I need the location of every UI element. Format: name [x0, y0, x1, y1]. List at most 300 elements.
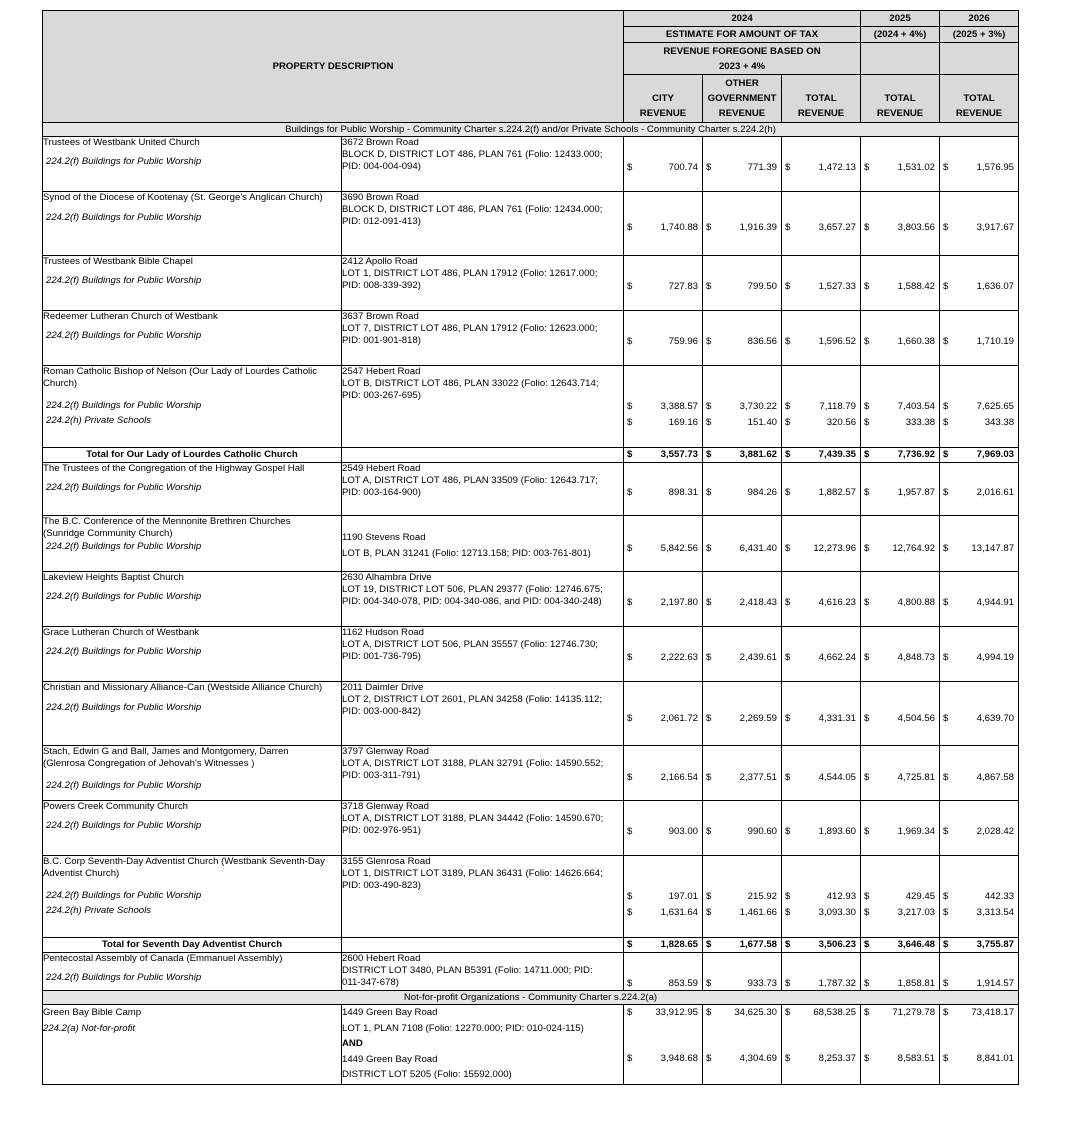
currency-sign: $ [706, 978, 712, 989]
currency-sign: $ [864, 336, 870, 347]
property-row [43, 192, 1019, 256]
address-line: LOT A, DISTRICT LOT 3188, PLAN 32791 (Folio: 14590.552; [342, 758, 604, 769]
total-h1: TOTAL [805, 92, 837, 104]
property-description-header: PROPERTY DESCRIPTION [43, 11, 624, 123]
total-amount-cell [703, 938, 782, 953]
property-row [43, 746, 1019, 801]
amount-value: 1,596.52 [818, 336, 857, 347]
category-label: 224.2(f) Buildings for Public Worship [46, 212, 202, 223]
amount-value: 771.39 [747, 162, 777, 173]
amount [940, 596, 1018, 609]
amount [861, 221, 939, 234]
currency-sign: $ [627, 222, 633, 233]
address-cell [342, 856, 624, 938]
address-line: DISTRICT LOT 5205 (Folio: 15592.000) [342, 1069, 512, 1080]
address-line: PID: 001-736-795) [342, 651, 421, 662]
amount-value: 759.96 [668, 336, 698, 347]
amount-value: 903.00 [668, 826, 698, 837]
amount-value: 442.33 [984, 891, 1015, 902]
owner-name: (Sunridge Community Church) [43, 528, 173, 539]
address-line: 2011 Daimler Drive [342, 682, 424, 693]
amount-value: 4,994.19 [976, 652, 1015, 663]
city-h1: CITY [652, 92, 674, 104]
total-label: Total for Our Lady of Lourdes Catholic Church [43, 448, 342, 463]
amount-value: 68,538.25 [813, 1007, 857, 1018]
category-label: 224.2(f) Buildings for Public Worship [46, 541, 202, 552]
amount-value: 1,914.57 [976, 978, 1015, 989]
currency-sign: $ [785, 449, 791, 460]
address-line: 3155 Glenrosa Road [342, 856, 431, 867]
amount-value: 3,313.54 [976, 907, 1015, 918]
amount [940, 400, 1018, 413]
amount-value: 990.60 [747, 826, 777, 837]
amount-value: 8,583.51 [897, 1053, 936, 1064]
amount [782, 1052, 860, 1065]
owner-name: Church) [43, 378, 78, 389]
property-row-green-bay [43, 1005, 1019, 1085]
amount [703, 542, 781, 555]
currency-sign: $ [706, 401, 712, 412]
amount [782, 977, 860, 990]
amount [703, 221, 781, 234]
address-line: BLOCK D, DISTRICT LOT 486, PLAN 761 (Folio: 12433.000; [342, 149, 603, 160]
currency-sign: $ [706, 772, 712, 783]
owner-cell [43, 682, 342, 746]
amount-cell [703, 463, 782, 516]
address-cell [342, 256, 624, 311]
amount-value: 1,969.34 [897, 826, 936, 837]
total-2026-header [940, 75, 1019, 123]
amount [940, 825, 1018, 838]
amount-cell [940, 572, 1019, 627]
currency-sign: $ [627, 907, 633, 918]
category-label: 224.2(h) Private Schools [46, 415, 152, 426]
other-h1: OTHER [725, 78, 759, 89]
currency-sign: $ [627, 417, 633, 428]
blank-2025 [861, 43, 940, 75]
amount [861, 335, 939, 348]
amount [703, 416, 781, 429]
amount [940, 1052, 1018, 1065]
amount-value: 1,882.57 [818, 487, 857, 498]
address-line: PID: 003-267-695) [342, 390, 421, 401]
total-row [43, 938, 1019, 953]
amount-value: 6,431.40 [739, 543, 777, 554]
address-line: 2412 Apollo Road [342, 256, 418, 267]
amount-cell [782, 192, 861, 256]
currency-sign: $ [627, 826, 633, 837]
currency-sign: $ [864, 826, 870, 837]
amount [782, 486, 860, 499]
property-row [43, 801, 1019, 856]
amount [861, 1052, 939, 1065]
amount [703, 1052, 781, 1065]
amount [940, 651, 1018, 664]
currency-sign: $ [864, 939, 870, 950]
address-line: 1162 Hudson Road [342, 627, 424, 638]
currency-sign: $ [627, 1007, 633, 1018]
currency-sign: $ [706, 1007, 712, 1018]
amount-value: 412.93 [826, 891, 857, 902]
amount-value: 343.38 [984, 417, 1015, 428]
amount-value: 4,331.31 [818, 713, 857, 724]
amount [624, 1006, 702, 1019]
total-amount [624, 448, 702, 461]
address-line: 2630 Alhambra Drive [342, 572, 432, 583]
amount [624, 221, 702, 234]
address-line: LOT B, PLAN 31241 (Folio: 12713.158; PID: 003-761-801) [342, 548, 591, 559]
address-line: 2600 Hebert Road [342, 953, 421, 964]
address-line: 1449 Green Bay Road [342, 1007, 438, 1018]
amount-cell [624, 311, 703, 366]
address-line: PID: 003-311-791) [342, 770, 421, 781]
amount-cell [861, 627, 940, 682]
amount [703, 486, 781, 499]
section-title: Buildings for Public Worship - Community Charter s.224.2(f) and/or Private Schools - Community Charter s.224.2(h) [43, 123, 1019, 137]
amount-cell [703, 746, 782, 801]
owner-cell [43, 311, 342, 366]
amount-cell [624, 627, 703, 682]
currency-sign: $ [864, 597, 870, 608]
address-line: PID: 003-490-823) [342, 880, 421, 891]
amount [940, 542, 1018, 555]
amount-cell [703, 137, 782, 192]
amount [624, 161, 702, 174]
address-line: LOT 2, DISTRICT LOT 2601, PLAN 34258 (Folio: 14135.112; [342, 694, 603, 705]
amount-cell [703, 1005, 782, 1085]
total-amount [782, 938, 860, 951]
amount-value: 2,222.63 [660, 652, 698, 663]
total-amount [624, 938, 702, 951]
amount-value: 7,118.79 [819, 401, 857, 412]
amount [624, 1052, 702, 1065]
property-row [43, 256, 1019, 311]
currency-sign: $ [785, 543, 791, 554]
property-row [43, 516, 1019, 572]
amount-cell [940, 137, 1019, 192]
amount-cell [782, 463, 861, 516]
amount [940, 977, 1018, 990]
category-label: 224.2(f) Buildings for Public Worship [46, 591, 202, 602]
other-h3: REVENUE [718, 108, 766, 119]
amount-value: 2,166.54 [660, 772, 698, 783]
address-line: 3718 Glenway Road [342, 801, 429, 812]
currency-sign: $ [943, 772, 949, 783]
property-row [43, 627, 1019, 682]
address-line: PID: 003-000-842) [342, 706, 421, 717]
owner-name: Grace Lutheran Church of Westbank [43, 627, 200, 638]
amount [782, 542, 860, 555]
amount-cell [861, 192, 940, 256]
amount-cell [940, 256, 1019, 311]
currency-sign: $ [864, 401, 870, 412]
category-label: 224.2(f) Buildings for Public Worship [46, 400, 202, 411]
amount-value: 429.45 [905, 891, 936, 902]
total-value: 3,646.48 [897, 939, 936, 950]
amount [624, 542, 702, 555]
total-value: 3,755.87 [976, 939, 1015, 950]
currency-sign: $ [627, 652, 633, 663]
currency-sign: $ [627, 487, 633, 498]
currency-sign: $ [706, 826, 712, 837]
owner-cell [43, 856, 342, 938]
owner-cell [43, 516, 342, 572]
amount-cell [861, 137, 940, 192]
amount-value: 3,948.68 [660, 1053, 698, 1064]
owner-name: Christian and Missionary Alliance-Can (Westside Alliance Church) [43, 682, 323, 693]
category-label: 224.2(f) Buildings for Public Worship [46, 890, 202, 901]
amount [940, 890, 1018, 903]
amount-value: 1,472.13 [818, 162, 857, 173]
currency-sign: $ [864, 713, 870, 724]
currency-sign: $ [706, 597, 712, 608]
amount-value: 34,625.30 [734, 1007, 777, 1018]
amount [782, 596, 860, 609]
amount [782, 906, 860, 919]
amount-value: 33,912.95 [655, 1007, 698, 1018]
amount-value: 2,028.42 [976, 826, 1015, 837]
amount-value: 3,388.57 [660, 401, 698, 412]
amount-value: 853.59 [668, 978, 698, 989]
amount-cell [624, 192, 703, 256]
owner-cell [43, 463, 342, 516]
amount [703, 280, 781, 293]
amount [940, 221, 1018, 234]
amount [703, 400, 781, 413]
currency-sign: $ [943, 281, 949, 292]
amount [624, 400, 702, 413]
address-cell [342, 366, 624, 448]
amount [861, 542, 939, 555]
total-amount [861, 938, 939, 951]
owner-name: Pentecostal Assembly of Canada (Emmanuel Assembly) [43, 953, 283, 964]
currency-sign: $ [627, 449, 633, 460]
total-amount [782, 448, 860, 461]
amount-value: 4,544.05 [818, 772, 857, 783]
currency-sign: $ [785, 597, 791, 608]
y2026-note: (2025 + 3%) [940, 27, 1019, 43]
amount [782, 221, 860, 234]
category-label: 224.2(f) Buildings for Public Worship [46, 780, 202, 791]
amount [861, 161, 939, 174]
amount-cell [624, 682, 703, 746]
currency-sign: $ [864, 487, 870, 498]
total-amount-cell [861, 448, 940, 463]
amount [861, 825, 939, 838]
amount-cell [940, 746, 1019, 801]
address-cell [342, 801, 624, 856]
amount-cell [624, 137, 703, 192]
currency-sign: $ [627, 401, 633, 412]
amount-value: 4,848.73 [897, 652, 936, 663]
amount [861, 651, 939, 664]
address-cell [342, 516, 624, 572]
currency-sign: $ [943, 401, 949, 412]
address-cell [342, 682, 624, 746]
currency-sign: $ [627, 939, 633, 950]
currency-sign: $ [706, 939, 712, 950]
total-value: 3,557.73 [660, 449, 698, 460]
address-line: 2549 Hebert Road [342, 463, 421, 474]
currency-sign: $ [943, 891, 949, 902]
amount-value: 4,662.24 [818, 652, 857, 663]
category-label: 224.2(f) Buildings for Public Worship [46, 702, 202, 713]
currency-sign: $ [785, 1053, 791, 1064]
currency-sign: $ [627, 772, 633, 783]
amount-cell [861, 1005, 940, 1085]
address-line: LOT 1, DISTRICT LOT 486, PLAN 17912 (Folio: 12617.000; [342, 268, 598, 279]
property-row [43, 572, 1019, 627]
property-row [43, 366, 1019, 448]
total-amount-cell [624, 448, 703, 463]
address-line: 3797 Glenway Road [342, 746, 429, 757]
amount-value: 3,657.27 [818, 222, 857, 233]
owner-cell [43, 256, 342, 311]
address-line: PID: 008-339-392) [342, 280, 421, 291]
section-title: Not-for-profit Organizations - Community Charter s.224.2(a) [43, 991, 1019, 1005]
owner-cell [43, 1005, 342, 1085]
total-amount-cell [940, 448, 1019, 463]
category-label: 224.2(f) Buildings for Public Worship [46, 156, 202, 167]
currency-sign: $ [864, 417, 870, 428]
amount-cell [782, 572, 861, 627]
amount [703, 161, 781, 174]
amount [861, 486, 939, 499]
currency-sign: $ [706, 487, 712, 498]
amount-cell [861, 516, 940, 572]
amount [782, 712, 860, 725]
amount-value: 898.31 [668, 487, 698, 498]
year-2024-header: 2024 [624, 11, 861, 27]
total-2025-header [861, 75, 940, 123]
amount-value: 3,093.30 [818, 907, 857, 918]
category-label: 224.2(f) Buildings for Public Worship [46, 275, 202, 286]
amount [782, 825, 860, 838]
amount-cell [782, 856, 861, 938]
total-amount-cell [624, 938, 703, 953]
currency-sign: $ [864, 907, 870, 918]
currency-sign: $ [785, 281, 791, 292]
currency-sign: $ [864, 449, 870, 460]
address-line: LOT A, DISTRICT LOT 3188, PLAN 34442 (Folio: 14590.670; [342, 813, 604, 824]
amount-value: 4,800.88 [897, 597, 936, 608]
amount [940, 161, 1018, 174]
amount-cell [940, 953, 1019, 991]
estimate-header: ESTIMATE FOR AMOUNT OF TAX [624, 27, 861, 43]
currency-sign: $ [864, 222, 870, 233]
currency-sign: $ [943, 713, 949, 724]
total-value: 1,828.65 [660, 939, 698, 950]
owner-name: Trustees of Westbank United Church [43, 137, 200, 148]
owner-cell [43, 746, 342, 801]
owner-cell [43, 192, 342, 256]
amount-cell [782, 137, 861, 192]
amount [861, 1006, 939, 1019]
revenue-foregone-line2: 2023 + 4% [718, 60, 766, 72]
amount-cell [624, 256, 703, 311]
amount-value: 1,527.33 [818, 281, 857, 292]
amount-value: 2,016.61 [976, 487, 1015, 498]
amount [782, 1006, 860, 1019]
amount [861, 906, 939, 919]
address-line: 3690 Brown Road [342, 192, 419, 203]
amount-value: 73,418.17 [971, 1007, 1015, 1018]
amount [861, 280, 939, 293]
amount [703, 1006, 781, 1019]
amount-value: 1,660.38 [897, 336, 936, 347]
amount-value: 215.92 [747, 891, 777, 902]
amount-value: 320.56 [826, 417, 857, 428]
section-header-row [43, 991, 1019, 1005]
address-line: 3672 Brown Road [342, 137, 419, 148]
amount [782, 161, 860, 174]
amount-value: 3,217.03 [897, 907, 936, 918]
amount-value: 7,403.54 [897, 401, 936, 412]
amount [940, 906, 1018, 919]
address-cell [342, 463, 624, 516]
address-line: PID: 004-004-094) [342, 161, 421, 172]
amount-value: 1,636.07 [976, 281, 1015, 292]
amount [940, 280, 1018, 293]
owner-cell [43, 572, 342, 627]
address-cell [342, 311, 624, 366]
currency-sign: $ [706, 652, 712, 663]
currency-sign: $ [706, 417, 712, 428]
address-line: 2547 Hebert Road [342, 366, 421, 377]
currency-sign: $ [785, 401, 791, 412]
currency-sign: $ [706, 162, 712, 173]
amount [624, 825, 702, 838]
property-row [43, 463, 1019, 516]
amount-value: 4,639.70 [976, 713, 1015, 724]
category-label: 224.2(f) Buildings for Public Worship [46, 482, 202, 493]
owner-name: Powers Creek Community Church [43, 801, 189, 812]
currency-sign: $ [706, 222, 712, 233]
address-line: LOT A, DISTRICT LOT 486, PLAN 33509 (Folio: 12643.717; [342, 475, 598, 486]
amount [624, 906, 702, 919]
amount-value: 1,461.66 [739, 907, 777, 918]
category-label: 224.2(f) Buildings for Public Worship [46, 646, 202, 657]
owner-cell [43, 366, 342, 448]
address-line: PID: 001-901-818) [342, 335, 421, 346]
amount-value: 1,740.88 [660, 222, 698, 233]
amount-cell [940, 856, 1019, 938]
amount-value: 1,957.87 [897, 487, 936, 498]
amount [624, 486, 702, 499]
amount-cell [624, 953, 703, 991]
amount-value: 12,764.92 [892, 543, 936, 554]
amount [782, 771, 860, 784]
amount-cell [703, 682, 782, 746]
amount [703, 596, 781, 609]
amount [703, 906, 781, 919]
currency-sign: $ [627, 713, 633, 724]
currency-sign: $ [785, 652, 791, 663]
amount-cell [861, 572, 940, 627]
amount [624, 651, 702, 664]
amount [624, 890, 702, 903]
amount-cell [940, 463, 1019, 516]
owner-cell [43, 627, 342, 682]
amount-cell [624, 366, 703, 448]
amount-cell [782, 682, 861, 746]
currency-sign: $ [627, 597, 633, 608]
total-amount [703, 938, 781, 951]
currency-sign: $ [943, 652, 949, 663]
address-line: 3637 Brown Road [342, 311, 419, 322]
amount-value: 12,273.96 [813, 543, 857, 554]
amount-cell [782, 516, 861, 572]
